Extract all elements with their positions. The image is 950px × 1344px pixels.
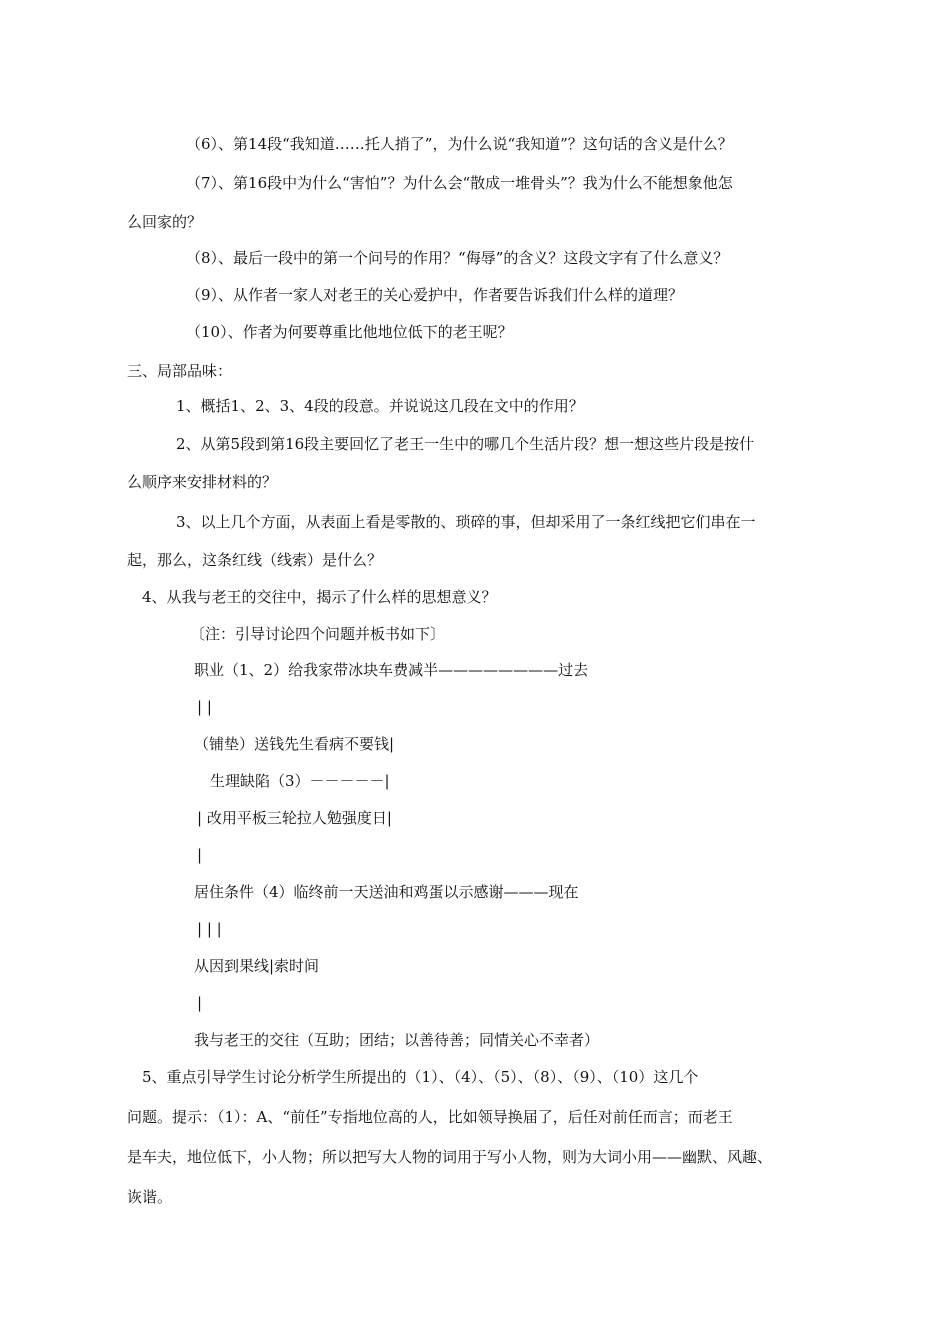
board-line: | | | (197, 920, 222, 938)
board-line: 我与老王的交往（互助；团结；以善待善；同情关心不幸者） (194, 1031, 600, 1049)
question-6: （6）、第14段“我知道……托人捎了”，为什么说“我知道”？这句话的含义是什么？ (186, 135, 733, 153)
question-7-continued: 么回家的？ (127, 213, 203, 231)
item-5-line-3: 是车夫，地位低下，小人物；所以把写大人物的词用于写小人物，则为大词小用——幽默、风趣、 (127, 1148, 773, 1166)
question-7: （7）、第16段中为什么“害怕”？为什么会“散成一堆骨头”？我为什么不能想象他怎 (186, 174, 733, 192)
board-line: 从因到果线|索时间 (194, 957, 320, 975)
board-note: 〔注：引导讨论四个问题并板书如下〕 (190, 625, 446, 643)
board-line: 生理缺陷（3）－－－－－| (210, 772, 390, 790)
board-line: | (197, 994, 203, 1012)
board-line: 职业（1、2）给我家带冰块车费减半————————过去 (194, 661, 589, 679)
board-line: （铺垫）送钱先生看病不要钱| (194, 735, 395, 753)
board-line: 居住条件（4）临终前一天送油和鸡蛋以示感谢———现在 (194, 883, 579, 901)
question-8: （8）、最后一段中的第一个问号的作用？“侮辱”的含义？这段文字有了什么意义？ (186, 249, 729, 267)
board-line: | 改用平板三轮拉人勉强度日| (197, 809, 392, 827)
section-item-3-continued: 起，那么，这条红线（线索）是什么？ (127, 551, 383, 569)
section-item-1: 1、概括1、2、3、4段的段意。并说说这几段在文中的作用？ (176, 397, 584, 415)
question-9: （9）、从作者一家人对老王的关心爱护中，作者要告诉我们什么样的道理？ (186, 286, 684, 304)
board-line: | | (197, 698, 212, 716)
section-item-3: 3、以上几个方面，从表面上看是零散的、琐碎的事，但却采用了一条红线把它们串在一 (176, 513, 756, 531)
item-5-line-4: 诙谐。 (127, 1188, 173, 1206)
board-line: | (197, 846, 203, 864)
question-10: （10）、作者为何要尊重比他地位低下的老王呢？ (186, 323, 513, 341)
item-5: 5、重点引导学生讨论分析学生所提出的（1）、（4）、（5）、（8）、（9）、（10）这几个 (142, 1068, 699, 1086)
item-5-line-2: 问题。提示：（1）：A、“前任”专指地位高的人，比如领导换届了，后任对前任而言；而老王 (127, 1108, 733, 1126)
section-heading: 三、局部品味： (127, 362, 233, 380)
section-item-2-continued: 么顺序来安排材料的？ (127, 473, 278, 491)
section-item-4: 4、从我与老王的交往中，揭示了什么样的思想意义？ (142, 588, 497, 606)
section-item-2: 2、从第5段到第16段主要回忆了老王一生中的哪几个生活片段？想一想这些片段是按什 (176, 435, 755, 453)
